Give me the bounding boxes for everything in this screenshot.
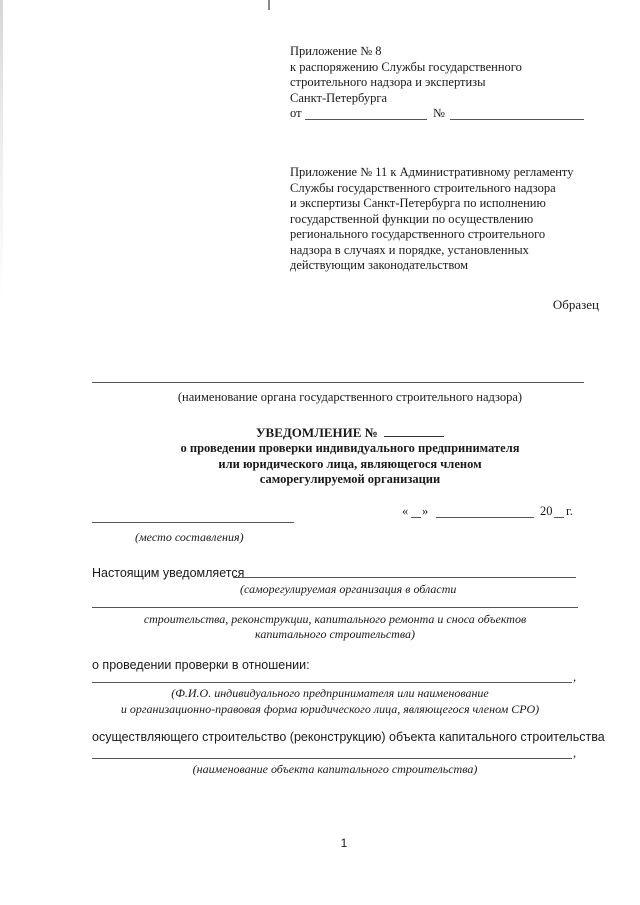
notice-subtitle-line: или юридического лица, являющегося членом: [218, 456, 482, 471]
place-line: [92, 522, 294, 523]
appendix-11-line: государственной функции по осуществлению: [290, 211, 534, 226]
scan-edge-artifact: [0, 0, 3, 300]
construction-label: осуществляющего строительство (реконструкцию) объекта капитального строительства: [92, 730, 605, 744]
notice-heading: УВЕДОМЛЕНИЕ №: [255, 425, 378, 440]
notice-subtitle: [0, 441, 640, 488]
appendix-11-line: Приложение № 11 к Административному регламенту: [290, 165, 574, 179]
appendix-11-line: регионального государственного строительного: [290, 227, 546, 241]
sro-line-2: [92, 607, 578, 608]
entity-line-comma: ,: [573, 670, 577, 684]
date-quote-close: »: [422, 504, 429, 518]
appendix-8-line: к распоряжению Службы государственного: [290, 59, 522, 74]
date-day-line: [411, 517, 421, 518]
appendix-11-line: и экспертизы Санкт-Петербурга по исполнению: [290, 196, 546, 210]
appendix-11-line: действующим законодательством: [290, 258, 469, 272]
notice-number-blank: [384, 426, 444, 437]
page-number: 1: [340, 836, 348, 850]
notice-subtitle-line: саморегулируемой организации: [259, 472, 441, 486]
appendix-8-line: строительного надзора и экспертизы: [290, 75, 486, 89]
entity-caption-1: (Ф.И.О. индивидуального предпринимателя или наименование: [171, 686, 489, 700]
notice-subtitle-line: о проведении проверки индивидуального предпринимателя: [180, 441, 520, 455]
appendix-8-from-label: от: [290, 106, 302, 120]
notify-label: Настоящим уведомляется: [92, 566, 245, 580]
entity-caption-2: и организационно-правовая форма юридического лица, являющегося членом СРО): [120, 702, 540, 716]
sro-caption-2: строительства, реконструкции, капитального ремонта и сноса объектов: [143, 612, 527, 626]
scan-top-mark: [268, 0, 270, 10]
appendix-8-block: [290, 44, 620, 106]
appendix-8-date-line: [305, 119, 427, 120]
object-line-comma: ,: [573, 746, 577, 760]
appendix-11-line: надзора в случаях и порядке, установленных: [290, 242, 529, 257]
appendix-8-line: Санкт-Петербурга: [290, 90, 388, 105]
notice-title: [0, 425, 640, 441]
appendix-11-line: Службы государственного строительного надзора: [290, 180, 556, 195]
object-line: [92, 758, 572, 759]
sro-line-1: [233, 577, 576, 578]
place-caption: (место составления): [135, 530, 244, 544]
sro-caption-3: капитального строительства): [255, 627, 415, 641]
date-year-prefix: 20: [540, 504, 553, 518]
appendix-8-number-label: №: [433, 106, 445, 120]
appendix-8-number-line: [450, 119, 584, 120]
date-year-suffix: г.: [566, 504, 573, 518]
inspection-label: о проведении проверки в отношении:: [92, 658, 310, 672]
date-quote-open: «: [402, 504, 409, 518]
entity-line: [92, 682, 572, 683]
appendix-8-line: Приложение № 8: [290, 44, 382, 58]
object-caption: (наименование объекта капитального строительства): [192, 762, 478, 776]
date-month-line: [436, 517, 534, 518]
sro-caption-1: (саморегулируемая организация в области: [240, 582, 457, 596]
sample-label: Образец: [552, 297, 599, 312]
org-name-line: [92, 382, 584, 383]
org-caption: (наименование органа государственного строительного надзора): [177, 390, 523, 404]
date-year-line: [554, 517, 564, 518]
appendix-11-block: [290, 165, 620, 274]
